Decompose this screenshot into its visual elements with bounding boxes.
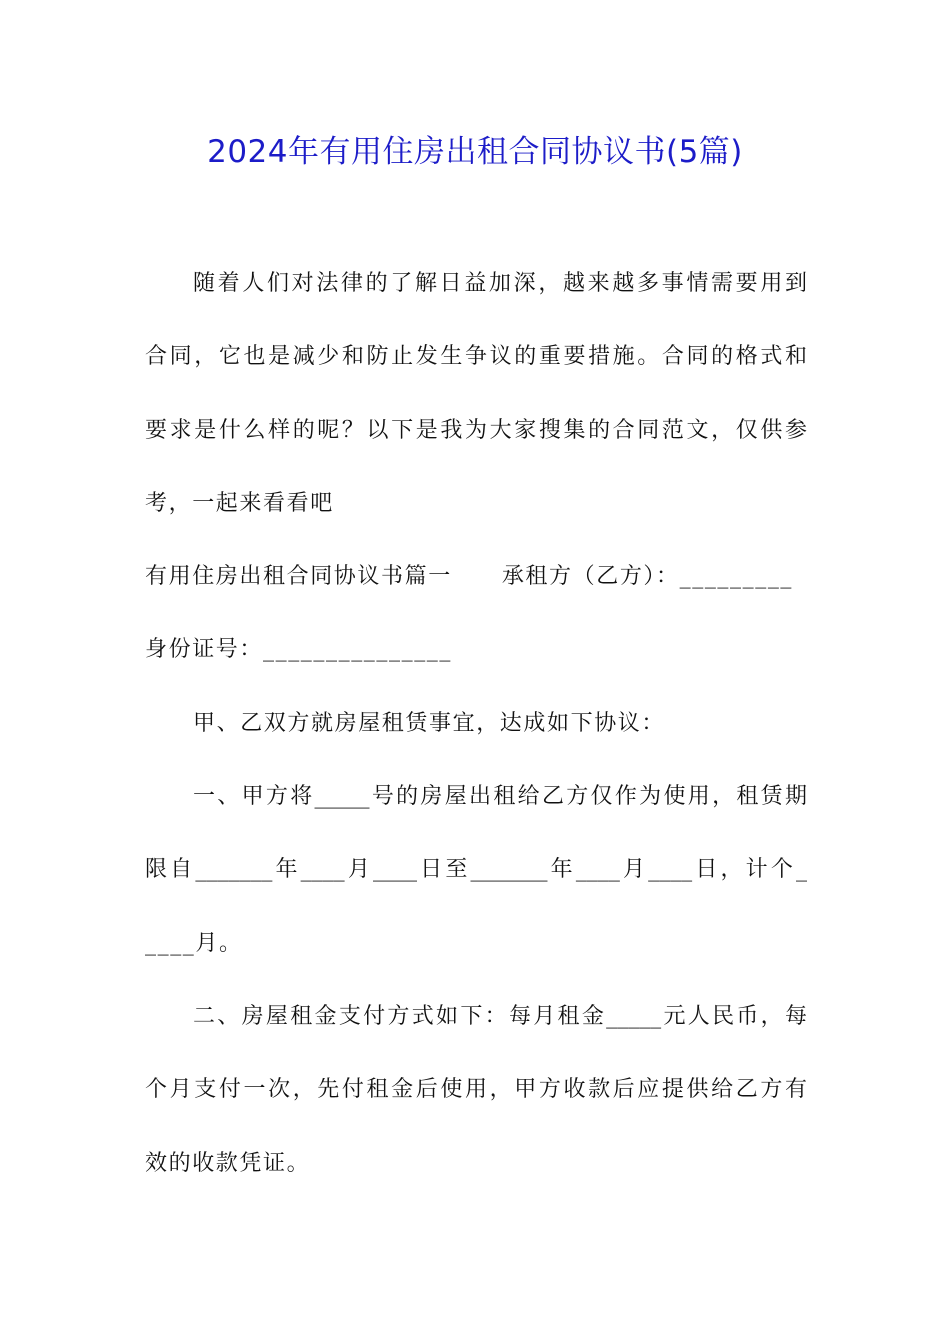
id-number-field: 身份证号：_______________ <box>145 637 453 663</box>
clause-line: 二、房屋租金支付方式如下：每月租金_____元人民币，每 <box>193 1003 807 1029</box>
paragraph-line: 考，一起来看看吧 <box>145 490 334 516</box>
paragraph-line: 要求是什么样的呢？以下是我为大家搜集的合同范文，仅供参 <box>145 417 807 443</box>
clause-line: 效的收款凭证。 <box>145 1150 311 1176</box>
clause-line: 个月支付一次，先付租金后使用，甲方收款后应提供给乙方有 <box>145 1077 807 1103</box>
clause-line: ____月。 <box>145 930 243 956</box>
paragraph-line: 甲、乙双方就房屋租赁事宜，达成如下协议： <box>193 710 666 736</box>
document-body <box>145 261 807 1214</box>
paragraph-line: 随着人们对法律的了解日益加深，越来越多事情需要用到 <box>193 271 807 296</box>
tenant-field: 承租方（乙方）：_________ <box>501 564 794 590</box>
clause-line: 限自_______年____月____日至_______年____月____日，计个_ <box>145 857 807 883</box>
paragraph-line: 合同，它也是减少和防止发生争议的重要措施。合同的格式和 <box>145 344 807 370</box>
document-title: 2024年有用住房出租合同协议书(5篇) <box>207 134 743 170</box>
clause-line: 一、甲方将_____号的房屋出租给乙方仅作为使用，租赁期 <box>193 784 807 810</box>
section-heading: 有用住房出租合同协议书篇一 <box>145 564 452 590</box>
section-heading-line <box>145 554 807 627</box>
